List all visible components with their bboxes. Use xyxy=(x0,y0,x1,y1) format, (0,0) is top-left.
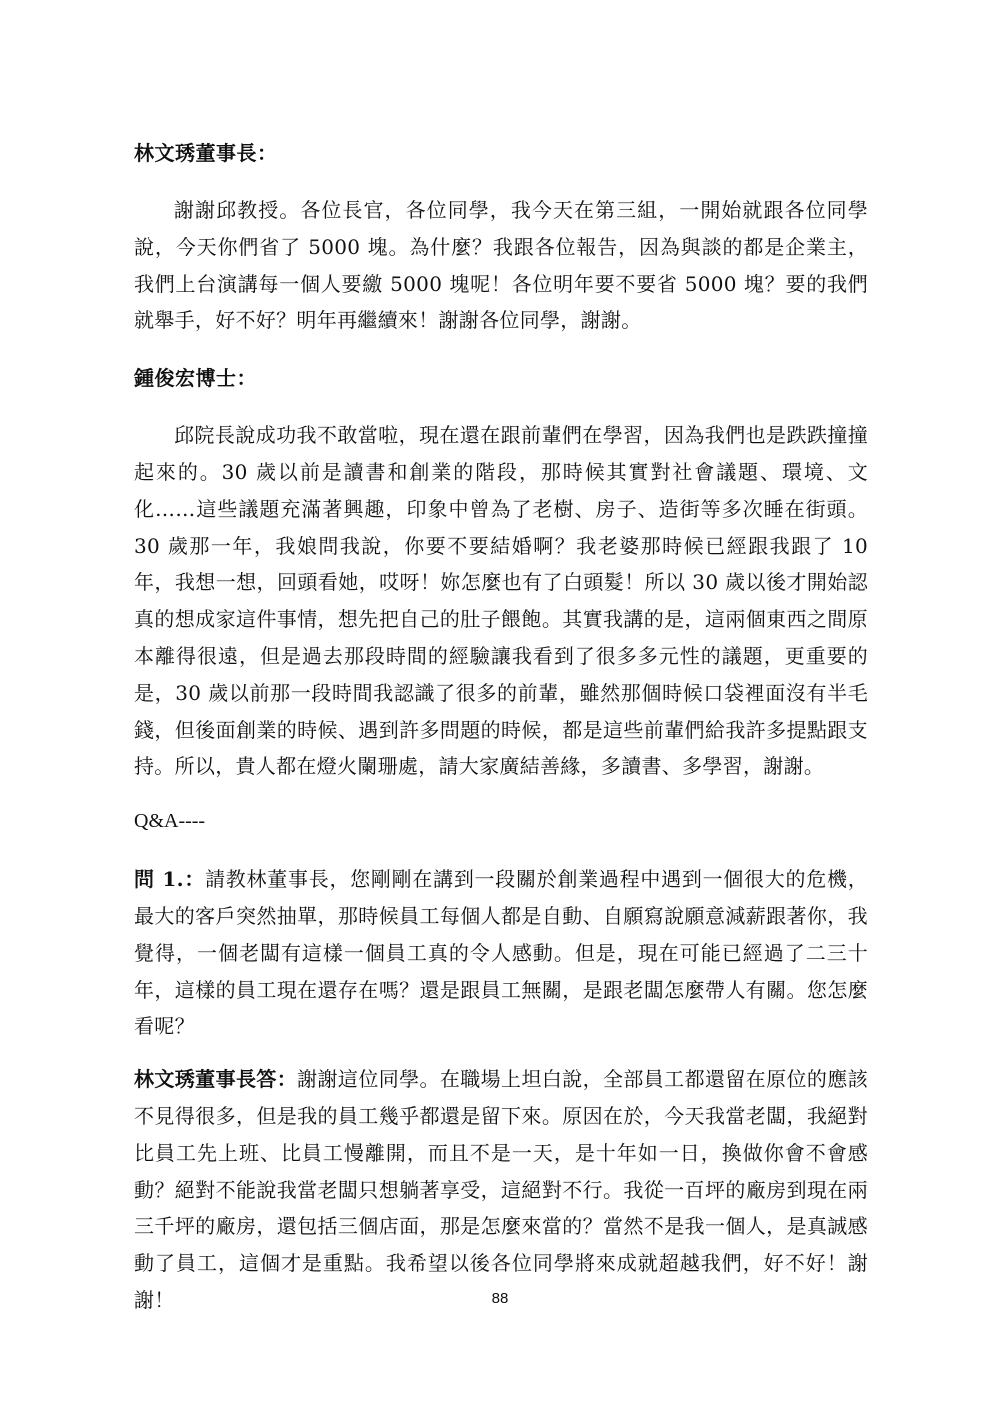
qa-question-1 xyxy=(134,861,868,1045)
qa-answer-1 xyxy=(134,1061,868,1319)
speech-paragraph-lin: 謝謝邱教授。各位長官，各位同學，我今天在第三組，一開始就跟各位同學說，今天你們省了 5000 塊。為什麼？我跟各位報告，因為與談的都是企業主，我們上台演講每一個人要繳 5000 塊呢！各位明年要不要省 5000 塊？要的我們就舉手，好不好？明年再繼續來！謝謝各位同學，謝謝。 xyxy=(134,198,868,333)
speaker-heading-chung: 鍾俊宏博士： xyxy=(134,366,257,391)
answer-text: 謝謝這位同學。在職場上坦白說，全部員工都還留在原位的應該不見得很多，但是我的員工幾乎都還是留下來。原因在於，今天我當老闆，我絕對比員工先上班、比員工慢離開，而且不是一天，是十年如一日，換做你會不會感動？絕對不能說我當老闆只想躺著享受，這絕對不行。我從一百坪的廠房到現在兩三千坪的廠房，還包括三個店面，那是怎麼來當的？當然不是我一個人，是真誠感動了員工，這個才是重點。我希望以後各位同學將來成就超越我們，好不好！謝謝！ xyxy=(134,1067,868,1312)
speech-paragraph-chung: 邱院長說成功我不敢當啦，現在還在跟前輩們在學習，因為我們也是跌跌撞撞起來的。30 歲以前是讀書和創業的階段，那時候其實對社會議題、環境、文化……這些議題充滿著興趣，印象中曾為了老樹、房子、造街等多次睡在街頭。30 歲那一年，我娘問我說，你要不要結婚啊？我老婆那時候已經跟我跟了 10 年，我想一想，回頭看她，哎呀！妳怎麼也有了白頭髮！所以 30 歲以後才開始認真的想成家這件事情，想先把自己的肚子餵飽。其實我講的是，這兩個東西之間原本離得很遠，但是過去那段時間的經驗讓我看到了很多多元性的議題，更重要的是，30 歲以前那一段時間我認識了很多的前輩，雖然那個時候口袋裡面沒有半毛錢，但後面創業的時候、遇到許多問題的時候，都是這些前輩們給我許多提點跟支持。所以，貴人都在燈火闌珊處，請大家廣結善緣，多讀書、多學習，謝謝。 xyxy=(134,423,868,779)
page-content xyxy=(134,132,868,1335)
answer-label: 林文琇董事長答： xyxy=(134,1067,298,1092)
speaker-heading-lin: 林文琇董事長： xyxy=(134,141,278,165)
page-number: 88 xyxy=(491,1290,509,1307)
question-text: 請教林董事長，您剛剛在講到一段關於創業過程中遇到一個很大的危機，最大的客戶突然抽單，那時候員工每個人都是自動、自願寫說願意減薪跟著你，我覺得，一個老闆有這樣一個員工真的令人感動。但是，現在可能已經過了二三十年，這樣的員工現在還存在嗎？還是跟員工無關，是跟老闆怎麼帶人有關。您怎麼看呢？ xyxy=(134,867,868,1039)
qa-section-label: Q&A---- xyxy=(134,810,206,833)
question-label: 問 1.： xyxy=(134,867,206,892)
